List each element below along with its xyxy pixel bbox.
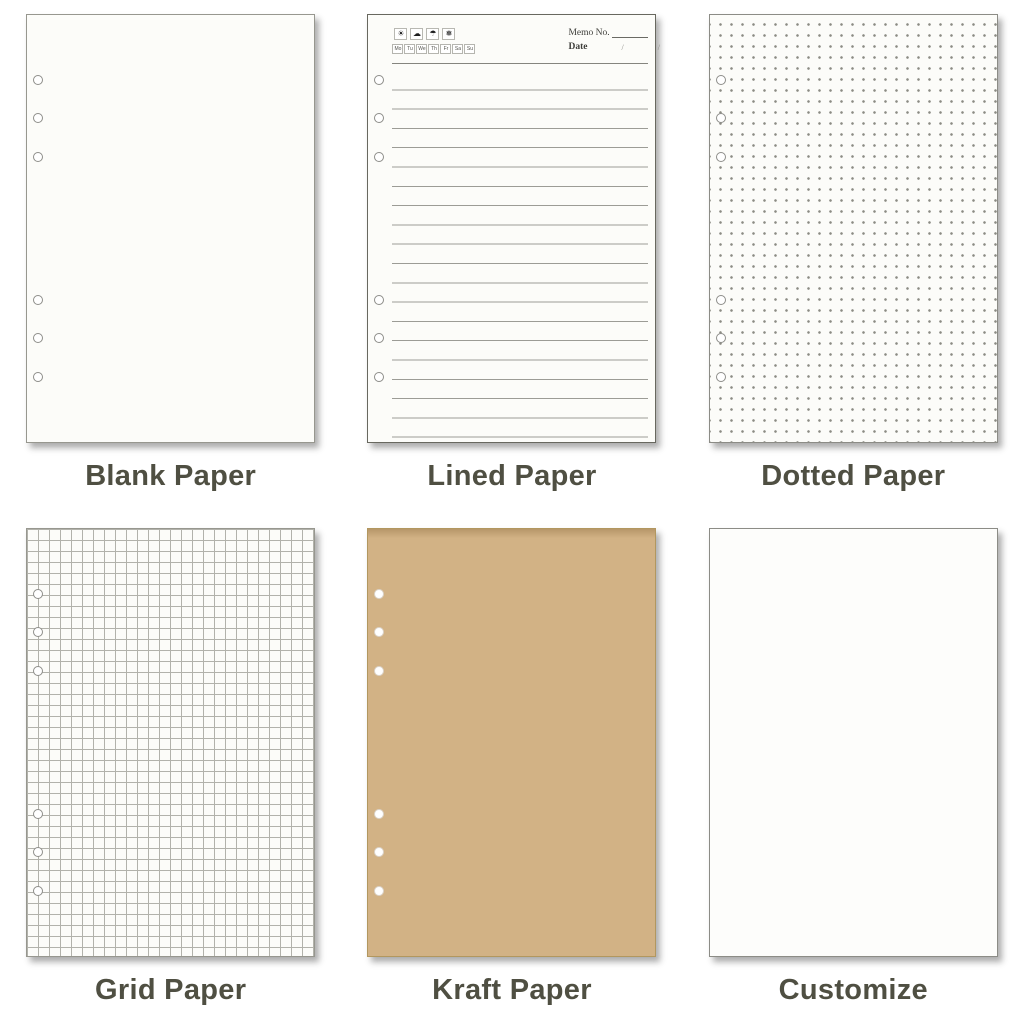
binder-hole — [33, 589, 43, 599]
header-divider — [392, 63, 648, 64]
binder-hole — [33, 666, 43, 676]
memo-no-blank-line — [612, 28, 649, 38]
weekday-box: Th — [428, 44, 439, 54]
binder-hole — [716, 75, 726, 85]
binder-hole — [374, 886, 384, 896]
date-label: Date — [568, 42, 588, 52]
card-customize — [683, 528, 1024, 1007]
kraft-paper-sheet — [367, 528, 656, 957]
binder-hole — [33, 847, 43, 857]
card-lined-paper — [341, 14, 682, 528]
weekday-row — [392, 44, 475, 54]
label-lined-paper: Lined Paper — [427, 460, 597, 492]
label-customize: Customize — [778, 974, 928, 1006]
card-dotted-paper — [683, 14, 1024, 528]
binder-hole — [33, 886, 43, 896]
binder-hole — [716, 295, 726, 305]
date-field — [568, 42, 660, 52]
card-grid-paper — [0, 528, 341, 1007]
card-blank-paper — [0, 14, 341, 528]
weather-icon-row — [394, 28, 455, 40]
binder-hole — [33, 75, 43, 85]
date-separator: / — [621, 43, 624, 52]
binder-hole — [716, 333, 726, 343]
binder-hole — [374, 847, 384, 857]
weekday-box: Sa — [452, 44, 463, 54]
memo-header — [568, 28, 660, 52]
binder-hole — [33, 809, 43, 819]
cloud-icon: ☁ — [410, 28, 423, 40]
binder-hole — [374, 627, 384, 637]
label-dotted-paper: Dotted Paper — [761, 460, 946, 492]
dotted-paper-sheet — [709, 14, 998, 443]
weekday-box: We — [418, 46, 426, 52]
binder-hole — [33, 295, 43, 305]
binder-hole — [33, 372, 43, 382]
binder-hole — [716, 152, 726, 162]
customize-sheet — [709, 528, 998, 957]
binder-hole — [716, 113, 726, 123]
sun-icon: ☀ — [394, 28, 407, 40]
binder-hole — [33, 152, 43, 162]
memo-no-label: Memo No. — [568, 28, 610, 38]
binder-hole — [33, 627, 43, 637]
weekday-box: Fr — [440, 44, 451, 54]
binder-hole — [33, 333, 43, 343]
weekday-box: Su — [464, 44, 475, 54]
weekday-box: Tu — [404, 44, 415, 54]
binder-hole — [716, 372, 726, 382]
binder-hole — [374, 152, 384, 162]
grid-paper-sheet — [26, 528, 315, 957]
binder-hole — [374, 372, 384, 382]
card-kraft-paper — [341, 528, 682, 1007]
memo-no-field — [568, 28, 648, 38]
date-separator: / — [657, 43, 660, 52]
blank-paper-sheet — [26, 14, 315, 443]
binder-hole — [374, 75, 384, 85]
lined-paper-sheet — [367, 14, 660, 443]
binder-hole — [374, 295, 384, 305]
snowflake-icon: ❅ — [442, 28, 455, 40]
label-blank-paper: Blank Paper — [85, 460, 257, 492]
label-grid-paper: Grid Paper — [95, 974, 247, 1006]
binder-hole — [374, 589, 384, 599]
binder-hole — [33, 113, 43, 123]
binder-hole — [374, 113, 384, 123]
binder-hole — [374, 333, 384, 343]
umbrella-icon: ☂ — [426, 28, 439, 40]
label-kraft-paper: Kraft Paper — [432, 974, 592, 1006]
weekday-box: Mo — [392, 44, 403, 54]
binder-hole — [374, 809, 384, 819]
ruled-lines — [392, 71, 648, 440]
binder-hole — [374, 666, 384, 676]
